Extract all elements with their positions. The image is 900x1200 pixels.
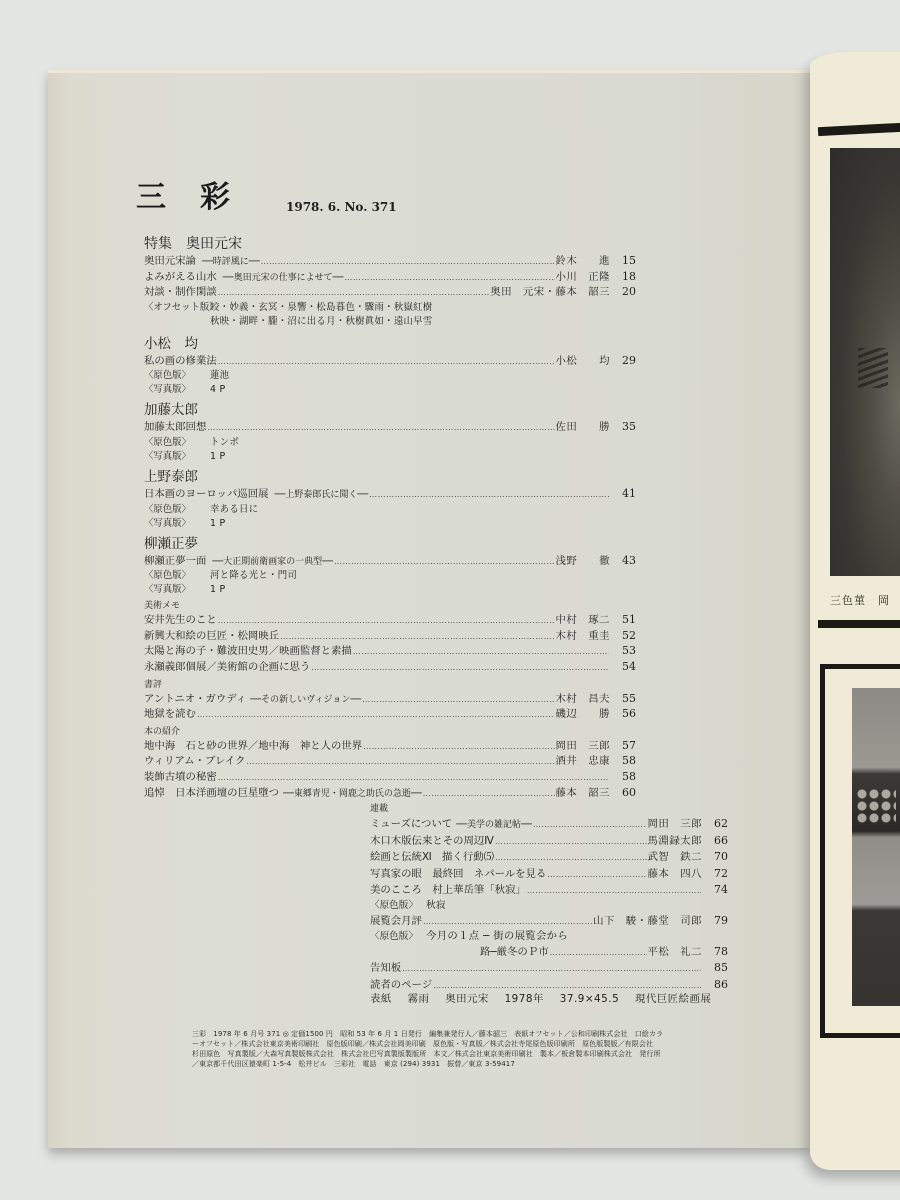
toc-entry[interactable]: 地中海 石と砂の世界／地中海 神と人の世界 ………………………………………………………………………………………………………………………………………………………………………………………… 岡田 三郎 57 bbox=[144, 739, 636, 755]
plate-note: 〈原色版〉 河と降る光と・門司 bbox=[144, 570, 298, 582]
cover-credit: 表紙 霧雨 奥田元宋 1978年 37.9×45.5 現代巨匠絵画展 bbox=[370, 993, 712, 1005]
dot-leader bbox=[197, 708, 555, 723]
toc-entry[interactable]: 加藤太郎回想 ………………………………………………………………………………………………………………………………………………………………………………………… 佐田 勝 35 bbox=[144, 420, 636, 436]
toc-entry[interactable]: 柳瀬正夢一面 ──大正期前衛画家の一典型── ………………………………………………………………………………………………………………………………………………………………………………………… 浅野 徹 43 bbox=[144, 554, 636, 570]
section-label-serial: 連載 bbox=[370, 804, 389, 814]
toc-entry[interactable]: 美のこころ 村上華岳筆「秋寂」 ………………………………………………………………………………………………………………………………………………………………………………………… 74 bbox=[370, 882, 728, 898]
right-page bbox=[810, 52, 900, 1170]
toc-entry[interactable]: 告知板 ………………………………………………………………………………………………………………………………………………………………………………………… 85 bbox=[370, 960, 728, 976]
toc-entry[interactable]: 木口木版伝来とその周辺Ⅳ ………………………………………………………………………………………………………………………………………………………………………………………… 馬淵録太郎 66 bbox=[370, 833, 728, 849]
plate-note: 〈原色版〉 秋寂 bbox=[370, 900, 446, 912]
toc-entry[interactable]: 永瀬義郎個展／美術館の企画に思う ………………………………………………………………………………………………………………………………………………………………………………………… 54 bbox=[144, 660, 636, 676]
artwork-caption: 三色菫 岡 bbox=[830, 594, 890, 607]
toc-entry[interactable]: 装飾古墳の秘密 ………………………………………………………………………………………………………………………………………………………………………………………… 58 bbox=[144, 770, 636, 786]
feature-heading: 特集 奥田元宋 bbox=[144, 236, 242, 252]
dot-leader bbox=[207, 421, 554, 436]
plate-note: 〈写真版〉 1 P bbox=[144, 450, 226, 462]
toc-entry[interactable]: 地獄を読む ………………………………………………………………………………………………………………………………………………………………………………………… 磯辺 勝 56 bbox=[144, 707, 636, 723]
dot-leader bbox=[363, 740, 554, 755]
dot-leader bbox=[218, 355, 555, 370]
plate-note: 秋映・湖畔・朧・沼に出る月・秋樹眞如・遠山早雪 bbox=[210, 315, 433, 327]
dot-leader bbox=[547, 867, 646, 882]
dot-leader bbox=[402, 961, 701, 976]
toc-entry[interactable]: 追悼 日本洋画壇の巨星墮つ ──東郷青児・岡鹿之助氏の急逝── ………………………………………………………………………………………………………………………………………………………………………………………… 藤本 韶三 60 bbox=[144, 786, 636, 802]
plate-note: 〈原色版〉 蓮池 bbox=[144, 370, 230, 382]
dot-leader bbox=[280, 630, 554, 645]
artist-heading: 加藤太郎 bbox=[144, 402, 198, 419]
dot-leader bbox=[495, 834, 647, 849]
plate-note: 〈原色版〉 トンボ bbox=[144, 436, 240, 448]
plate-note: 〈写真版〉 1 P bbox=[144, 584, 226, 596]
plate-note: 〈原色版〉 幸ある日に bbox=[144, 503, 259, 515]
dot-leader bbox=[344, 271, 554, 286]
dot-leader bbox=[495, 850, 647, 865]
plate-note: 〈オフセット版〉 皎・妙義・玄冥・泉響・松島暮色・驟雨・秋嶽紅樹 bbox=[144, 301, 433, 313]
dot-leader bbox=[218, 286, 489, 301]
dot-leader bbox=[311, 661, 609, 676]
section-label-book-review: 書評 bbox=[144, 679, 163, 690]
toc-entry[interactable]: 写真家の眼 最終回 ネパールを見る ………………………………………………………………………………………………………………………………………………………………………………………… 藤本 四八 72 bbox=[370, 866, 728, 882]
dot-leader bbox=[261, 255, 555, 270]
toc-entry[interactable]: アントニオ・ガウディ ──その新しいヴィジョン── ………………………………………………………………………………………………………………………………………………………………………………………… 木村 昌夫 55 bbox=[144, 692, 636, 708]
toc-entry[interactable]: 奥田元宋論 ──時評風に── ………………………………………………………………………………………………………………………………………………………………………………………… 鈴木 進 15 bbox=[144, 254, 636, 270]
dot-leader bbox=[423, 787, 555, 802]
dot-leader bbox=[369, 488, 609, 503]
artwork-photo-pansies bbox=[830, 148, 900, 576]
toc-entry[interactable]: 私の画の修業法 ………………………………………………………………………………………………………………………………………………………………………………………… 小松 均 29 bbox=[144, 354, 636, 370]
dot-leader bbox=[550, 945, 647, 960]
issue-number: 1978. 6. No. 371 bbox=[286, 200, 397, 214]
toc-entry[interactable]: よみがえる山水 ──奥田元宋の仕事によせて── ………………………………………………………………………………………………………………………………………………………………………………………… 小川 正隆 18 bbox=[144, 270, 636, 286]
toc-entry[interactable]: 展覧会月評 ………………………………………………………………………………………………………………………………………………………………………………………… 山下 駿・藤堂 司郎 79 bbox=[370, 913, 728, 929]
toc-entry[interactable]: 対談・制作閑談 ………………………………………………………………………………………………………………………………………………………………………………………… 奥田 元宋・藤本 韶三 20 bbox=[144, 285, 636, 301]
toc-entry[interactable]: 路─厳冬のＰ市 ………………………………………………………………………………………………………………………………………………………………………………………… 平松 礼二 78 bbox=[370, 944, 728, 960]
toc-entry[interactable]: ウィリアム・ブレイク ………………………………………………………………………………………………………………………………………………………………………………………… 酒井 忠康 58 bbox=[144, 754, 636, 770]
toc-entry[interactable]: 読者のページ ………………………………………………………………………………………………………………………………………………………………………………………… 86 bbox=[370, 977, 728, 993]
toc-entry[interactable]: 新興大和絵の巨匠・松岡映丘 ………………………………………………………………………………………………………………………………………………………………………………………… 木村 重圭 52 bbox=[144, 629, 636, 645]
toc-entry[interactable]: 日本画のヨーロッパ巡回展 ──上野泰郎氏に聞く── ………………………………………………………………………………………………………………………………………………………………………………………… 41 bbox=[144, 487, 636, 503]
section-label-art-memo: 美術メモ bbox=[144, 601, 181, 612]
dot-leader bbox=[353, 645, 609, 660]
artist-heading: 上野泰郎 bbox=[144, 468, 198, 485]
decorative-rule bbox=[818, 121, 900, 136]
plate-note: 〈写真版〉 4 P bbox=[144, 384, 226, 396]
decorative-rule bbox=[818, 620, 900, 628]
dot-leader bbox=[218, 614, 555, 629]
toc-entry[interactable]: 絵画と伝統Ⅺ 描く行動⑸ ………………………………………………………………………………………………………………………………………………………………………………………… 武智 鉄二 70 bbox=[370, 849, 728, 865]
dot-leader bbox=[334, 555, 555, 570]
dot-leader bbox=[533, 817, 647, 832]
section-label-book-intro: 本の紹介 bbox=[144, 726, 181, 737]
masthead bbox=[136, 172, 397, 216]
dot-leader bbox=[362, 693, 554, 708]
dot-leader bbox=[527, 883, 701, 898]
dot-leader bbox=[246, 755, 554, 770]
toc-entry[interactable]: ミューズについて ──美学の雑記帖── ………………………………………………………………………………………………………………………………………………………………………………………… 岡田 三郎 62 bbox=[370, 816, 728, 833]
colophon: 三彩 1978 年 6 月号 371 ◎ 定価1500 円 昭和 53 年 6 月 1 日発行 編集兼発行人／藤本韶三 表紙オフセット／公和印刷株式会社 口絵カラ ーオフセット／株式会社東京美術印刷社 原色版印刷／株式会社岡美印刷 原色版・写真版／株式会社寺尾原色版印刷所 原色版製版／有限会社 杉田原色 写真製版／大森写真製版株式会社 株式会社巴写真製版製版所 本文／株式会社東京美術印刷社 製本／板倉製本印刷株式会社 発行所 ／東京都千代田区猿楽町 1-5-4 松井ビル 三彩社 電話 東京 (294) 3931 振替／東京 3-59417 bbox=[192, 1030, 664, 1068]
toc-entry[interactable]: 太陽と海の子・難波田史男／映画監督と素描 ………………………………………………………………………………………………………………………………………………………………………………………… 53 bbox=[144, 644, 636, 660]
artist-heading: 小松 均 bbox=[144, 335, 198, 352]
magazine-title: 三彩 bbox=[136, 180, 264, 215]
table-of-contents bbox=[144, 232, 636, 801]
serial-section bbox=[370, 800, 728, 993]
dot-leader bbox=[423, 914, 592, 929]
dot-leader bbox=[218, 771, 609, 786]
toc-entry[interactable]: 安井先生のこと ………………………………………………………………………………………………………………………………………………………………………………………… 中村 琢二 51 bbox=[144, 613, 636, 629]
plate-note: 〈原色版〉 今月の１点 ─ 街の展覧会から bbox=[370, 930, 569, 943]
artist-heading: 柳瀬正夢 bbox=[144, 535, 198, 552]
gallery-interior-photo bbox=[852, 688, 900, 1006]
plate-note: 〈写真版〉 1 P bbox=[144, 517, 226, 529]
